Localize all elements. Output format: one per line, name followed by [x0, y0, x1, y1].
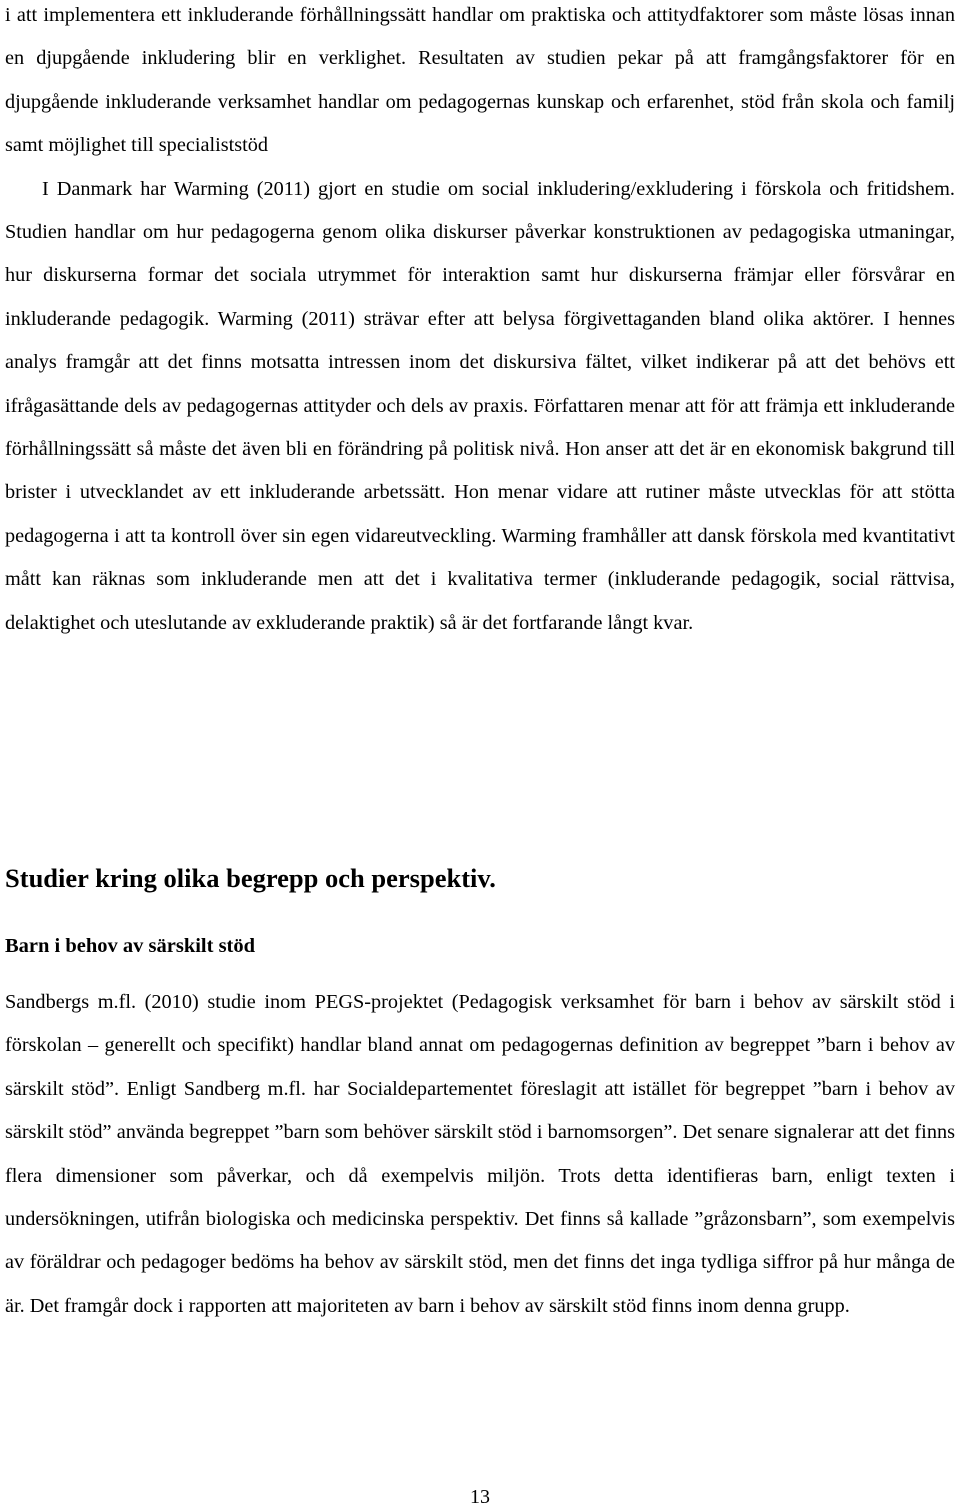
paragraph-warming-study: I Danmark har Warming (2011) gjort en studie om social inkludering/exkludering i förskola och fritidshem. Studien handlar om hur pedagogerna genom olika diskurser påverkar konstruktionen av pedagogiska utmaningar, hur diskurserna formar det sociala utrymmet för interaktion samt hur diskurserna främjar eller försvårar en inkluderande pedagogik. Warming (2011) strävar efter att belysa förgivettaganden bland olika aktörer. I hennes analys framgår att det finns motsatta intressen inom det diskursiva fältet, vilket indikerar på att det behövs ett ifrågasättande dels av pedagogernas attityder och dels av praxis. Författaren menar att för att främja ett inkluderande förhållningssätt så måste det även bli en förändring på politisk nivå. Hon anser att det är en ekonomisk bakgrund till brister i utvecklandet av ett inkluderande arbetssätt. Hon menar vidare att rutiner måste utvecklas för att stötta pedagogerna i att ta kontroll över sin egen vidareutveckling. Warming framhåller att dansk förskola med kvantitativt mått kan räknas som inkluderande men att det i kvalitativa termer (inkluderande pedagogik, social rättvisa, delaktighet och uteslutande av exkluderande praktik) så är det fortfarande långt kvar. — [5, 177, 955, 634]
page-number: 13 — [470, 1486, 490, 1508]
document-page — [5, 0, 955, 1509]
paragraph-sandberg-study: Sandbergs m.fl. (2010) studie inom PEGS-projektet (Pedagogisk verksamhet för barn i behov av särskilt stöd i förskolan – generellt och specifikt) handlar bland annat om pedagogernas definition av begreppet ”barn i behov av särskilt stöd”. Enligt Sandberg m.fl. har Socialdepartementet föreslagit att istället för begreppet ”barn i behov av särskilt stöd” använda begreppet ”barn som behöver särskilt stöd i barnomsorgen”. Det senare signalerar att det finns flera dimensioner som påverkar, och då exempelvis miljön. Trots detta identifieras barn, enligt texten i undersökningen, utifrån biologiska och medicinska perspektiv. Det finns så kallade ”gråzonsbarn”, som exempelvis av föräldrar och pedagoger bedöms ha behov av särskilt stöd, men det finns det inga tydliga siffror på hur många de är. Det framgår dock i rapporten att majoriteten av barn i behov av särskilt stöd finns inom denna grupp. — [5, 991, 955, 1317]
section-heading: Studier kring olika begrepp och perspektiv. — [5, 863, 496, 893]
subsection-heading: Barn i behov av särskilt stöd — [5, 935, 256, 957]
paragraph-success-factors: i att implementera ett inkluderande förhållningssätt handlar om praktiska och attitydfaktorer som måste lösas innan en djupgående inkludering blir en verklighet. Resultaten av studien pekar på att framgångsfaktorer för en djupgående inkluderande verksamhet handlar om pedagogernas kunskap och erfarenhet, stöd från skola och familj samt möjlighet till specialiststöd — [5, 4, 955, 157]
body-text-bottom — [5, 981, 955, 1328]
body-text-top — [5, 0, 955, 645]
